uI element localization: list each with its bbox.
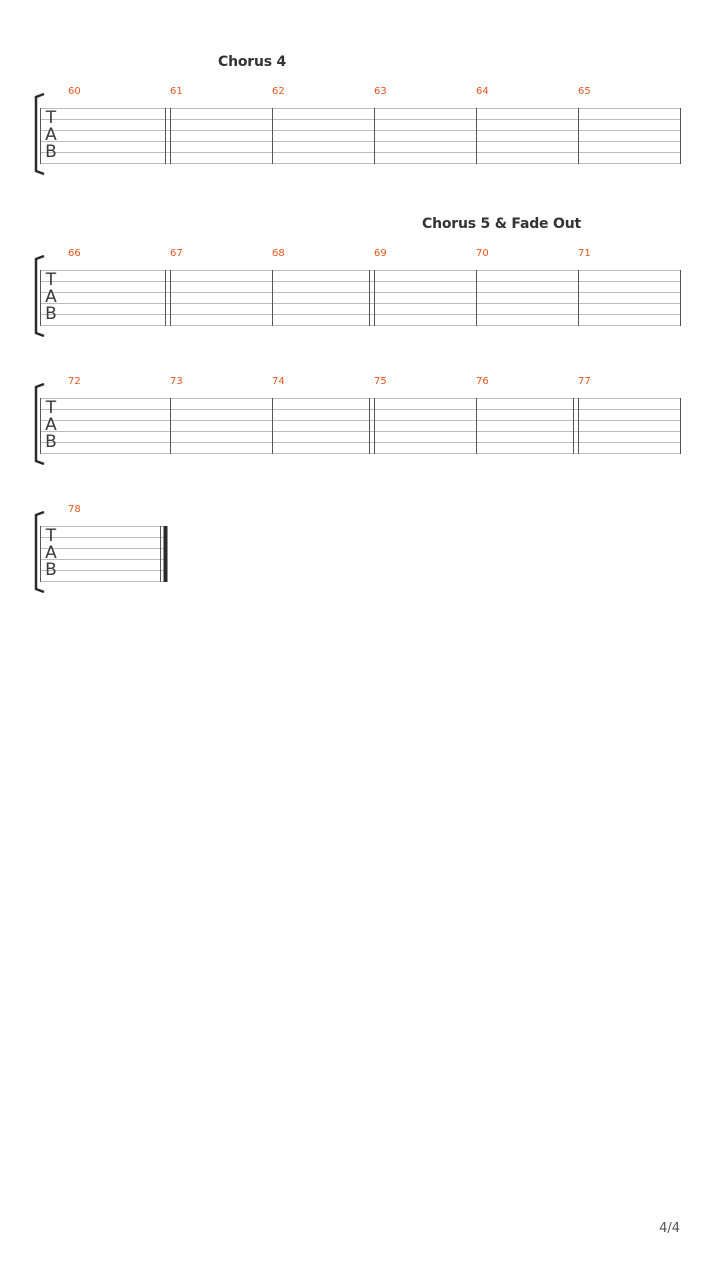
tab-clef-a: A [45,125,57,145]
tab-clef-a: A [45,543,57,563]
tab-clef-b: B [45,560,57,580]
measure-number: 74 [272,376,285,387]
measure-number: 73 [170,376,183,387]
measure-number: 68 [272,248,285,259]
tab-staff-lines [0,504,720,604]
measure-number: 76 [476,376,489,387]
measure-number: 67 [170,248,183,259]
tab-system-2 [0,248,720,338]
measure-number: 62 [272,86,285,97]
tab-clef-b: B [45,432,57,452]
tab-system-3 [0,376,720,466]
tab-staff-lines [0,376,720,476]
tab-staff-lines [0,248,720,348]
measure-number: 70 [476,248,489,259]
tab-clef-t: T [45,526,57,546]
tab-system-4 [0,504,720,594]
page-number: 4/4 [659,1221,680,1236]
measure-number: 71 [578,248,591,259]
measure-number: 78 [68,504,81,515]
measure-number: 60 [68,86,81,97]
tab-clef-b: B [45,304,57,324]
measure-number: 63 [374,86,387,97]
tab-clef-t: T [45,108,57,128]
section-title-chorus-5-fade-out: Chorus 5 & Fade Out [422,216,581,232]
tab-system-1 [0,86,720,176]
tab-clef-b: B [45,142,57,162]
section-title-chorus-4: Chorus 4 [218,54,287,70]
measure-number: 66 [68,248,81,259]
measure-number: 64 [476,86,489,97]
measure-number: 69 [374,248,387,259]
measure-number: 65 [578,86,591,97]
tab-staff-lines [0,86,720,186]
tab-clef-t: T [45,270,57,290]
measure-number: 75 [374,376,387,387]
tab-clef-a: A [45,287,57,307]
final-barline [164,526,168,582]
tab-clef-t: T [45,398,57,418]
measure-number: 72 [68,376,81,387]
measure-number: 77 [578,376,591,387]
tab-clef-a: A [45,415,57,435]
measure-number: 61 [170,86,183,97]
